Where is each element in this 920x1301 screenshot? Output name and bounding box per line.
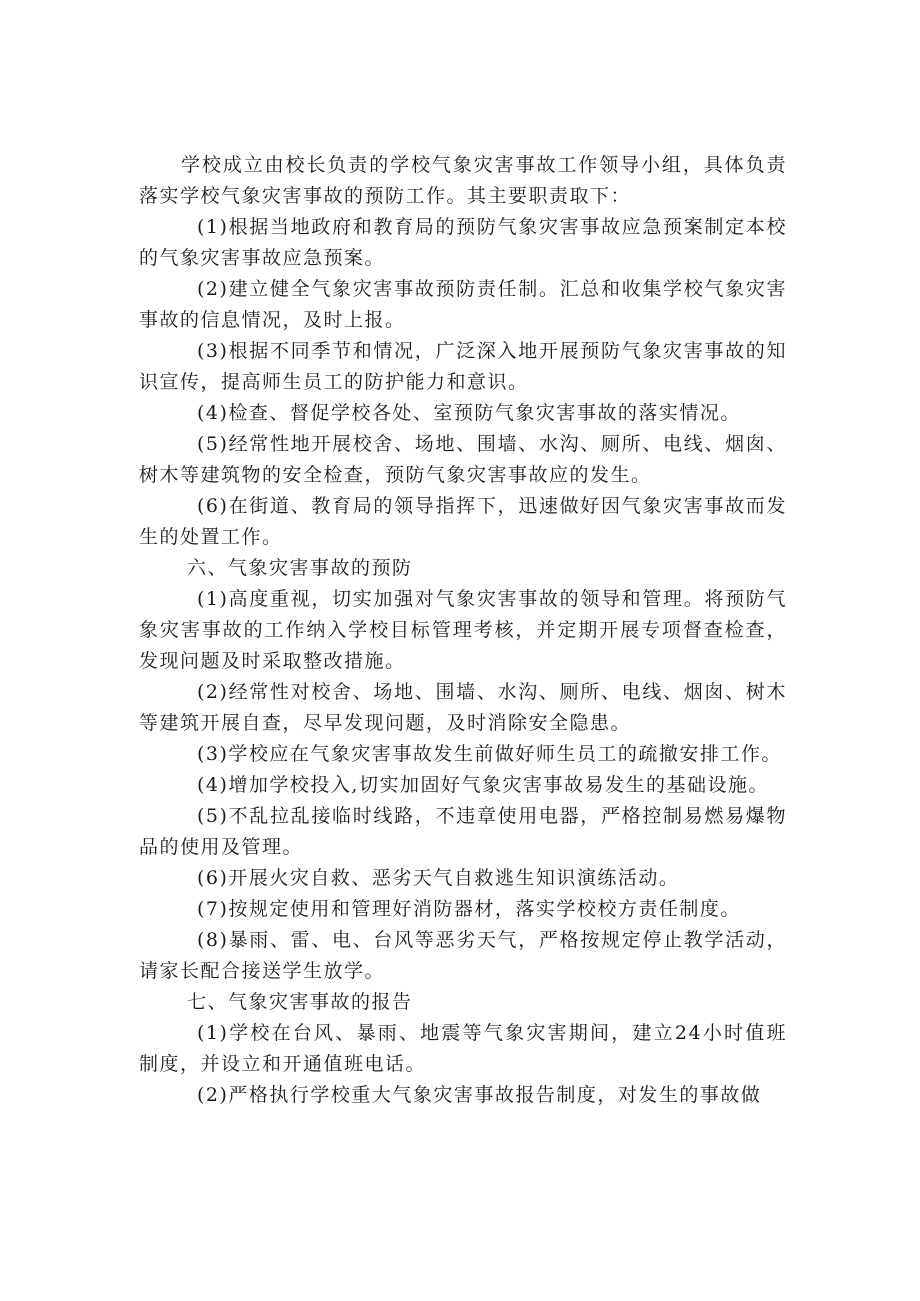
- intro-paragraph: 学校成立由校长负责的学校气象灾害事故工作领导小组，具体负责落实学校气象灾害事故的预防工作。其主要职责取下：: [139, 154, 787, 207]
- duty-item-4: (4)检查、督促学校各处、室预防气象灾害事故的落实情况。: [197, 402, 741, 424]
- duty-item-1: (1)根据当地政府和教育局的预防气象灾害事故应急预案制定本校的气象灾害事故应急预案。: [139, 216, 787, 269]
- prevention-item-4: (4)增加学校投入,切实加固好气象灾害事故易发生的基础设施。: [197, 774, 769, 796]
- prevention-item-1: (1)高度重视，切实加强对气象灾害事故的领导和管理。将预防气象灾害事故的工作纳入学校目标管理考核，并定期开展专项督查检查，发现问题及时采取整改措施。: [139, 588, 787, 672]
- duty-item-2: (2)建立健全气象灾害事故预防责任制。汇总和收集学校气象灾害事故的信息情况，及时上报。: [139, 278, 787, 331]
- section-heading-prevention: 六、气象灾害事故的预防: [187, 557, 413, 579]
- duty-item-5: (5)经常性地开展校舍、场地、围墙、水沟、厕所、电线、烟囱、树木等建筑物的安全检查，预防气象灾害事故应的发生。: [139, 433, 787, 486]
- prevention-item-2: (2)经常性对校舍、场地、围墙、水沟、厕所、电线、烟囱、树木等建筑开展自查，尽早发现问题，及时消除安全隐患。: [139, 681, 787, 734]
- prevention-item-6: (6)开展火灾自救、恶劣天气自救逃生知识演练活动。: [197, 867, 680, 889]
- section-heading-report: 七、气象灾害事故的报告: [187, 991, 413, 1013]
- report-item-1: (1)学校在台风、暴雨、地震等气象灾害期间，建立24小时值班制度，并设立和开通值班电话。: [139, 1022, 787, 1075]
- report-item-2: (2)严格执行学校重大气象灾害事故报告制度，对发生的事故做: [197, 1084, 762, 1106]
- prevention-item-3: (3)学校应在气象灾害事故发生前做好师生员工的疏撤安排工作。: [197, 743, 782, 765]
- prevention-item-8: (8)暴雨、雷、电、台风等恶劣天气，严格按规定停止教学活动，请家长配合接送学生放学。: [139, 929, 787, 982]
- prevention-item-7: (7)按规定使用和管理好消防器材，落实学校校方责任制度。: [197, 898, 741, 920]
- duty-item-6: (6)在街道、教育局的领导指挥下，迅速做好因气象灾害事故而发生的处置工作。: [139, 495, 787, 548]
- duty-item-3: (3)根据不同季节和情况，广泛深入地开展预防气象灾害事故的知识宣传，提高师生员工的防护能力和意识。: [139, 340, 787, 393]
- prevention-item-5: (5)不乱拉乱接临时线路，不违章使用电器，严格控制易燃易爆物品的使用及管理。: [139, 805, 787, 858]
- document-body: [139, 150, 787, 1111]
